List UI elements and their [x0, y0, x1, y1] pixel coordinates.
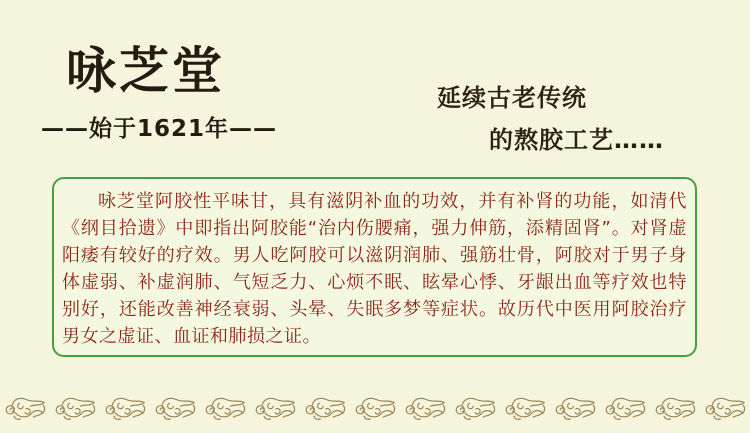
scroll-ornament-icon	[253, 393, 297, 423]
brand-title: 咏芝堂	[66, 42, 225, 100]
intro-box	[52, 177, 697, 357]
scroll-ornament-icon	[403, 393, 447, 423]
scroll-ornament-icon	[153, 393, 197, 423]
scroll-ornament-icon	[703, 393, 747, 423]
scroll-ornament-icon	[3, 393, 47, 423]
slogan-line-2: 的熬胶工艺……	[489, 126, 664, 154]
intro-paragraph: 咏芝堂阿胶性平味甘，具有滋阴补血的功效，并有补肾的功能，如清代《纲目拾遗》中即指出阿胶能“治内伤腰痛，强力伸筋，添精固肾”。对肾虚阳痿有较好的疗效。男人吃阿胶可以滋阴润肺、强筋壮骨，阿胶对于男子身体虚弱、补虚润肺、气短乏力、心烦不眠、眩晕心悸、牙龈出血等疗效也特别好，还能改善神经衰弱、头晕、失眠多梦等症状。故历代中医用阿胶治疗男女之虚证、血证和肺损之证。	[62, 191, 687, 347]
scroll-ornament-icon	[553, 393, 597, 423]
scroll-ornament-icon	[653, 393, 697, 423]
scroll-ornament-icon	[303, 393, 347, 423]
scroll-ornament-icon	[203, 393, 247, 423]
scroll-ornament-icon	[453, 393, 497, 423]
scroll-ornament-icon	[503, 393, 547, 423]
ornament-row	[0, 392, 750, 424]
scroll-ornament-icon	[353, 393, 397, 423]
slogan-line-1: 延续古老传统	[437, 84, 587, 112]
scroll-ornament-icon	[603, 393, 647, 423]
scroll-ornament-icon	[103, 393, 147, 423]
scroll-ornament-icon	[53, 393, 97, 423]
brand-subtitle: ——始于1621年——	[40, 116, 277, 142]
